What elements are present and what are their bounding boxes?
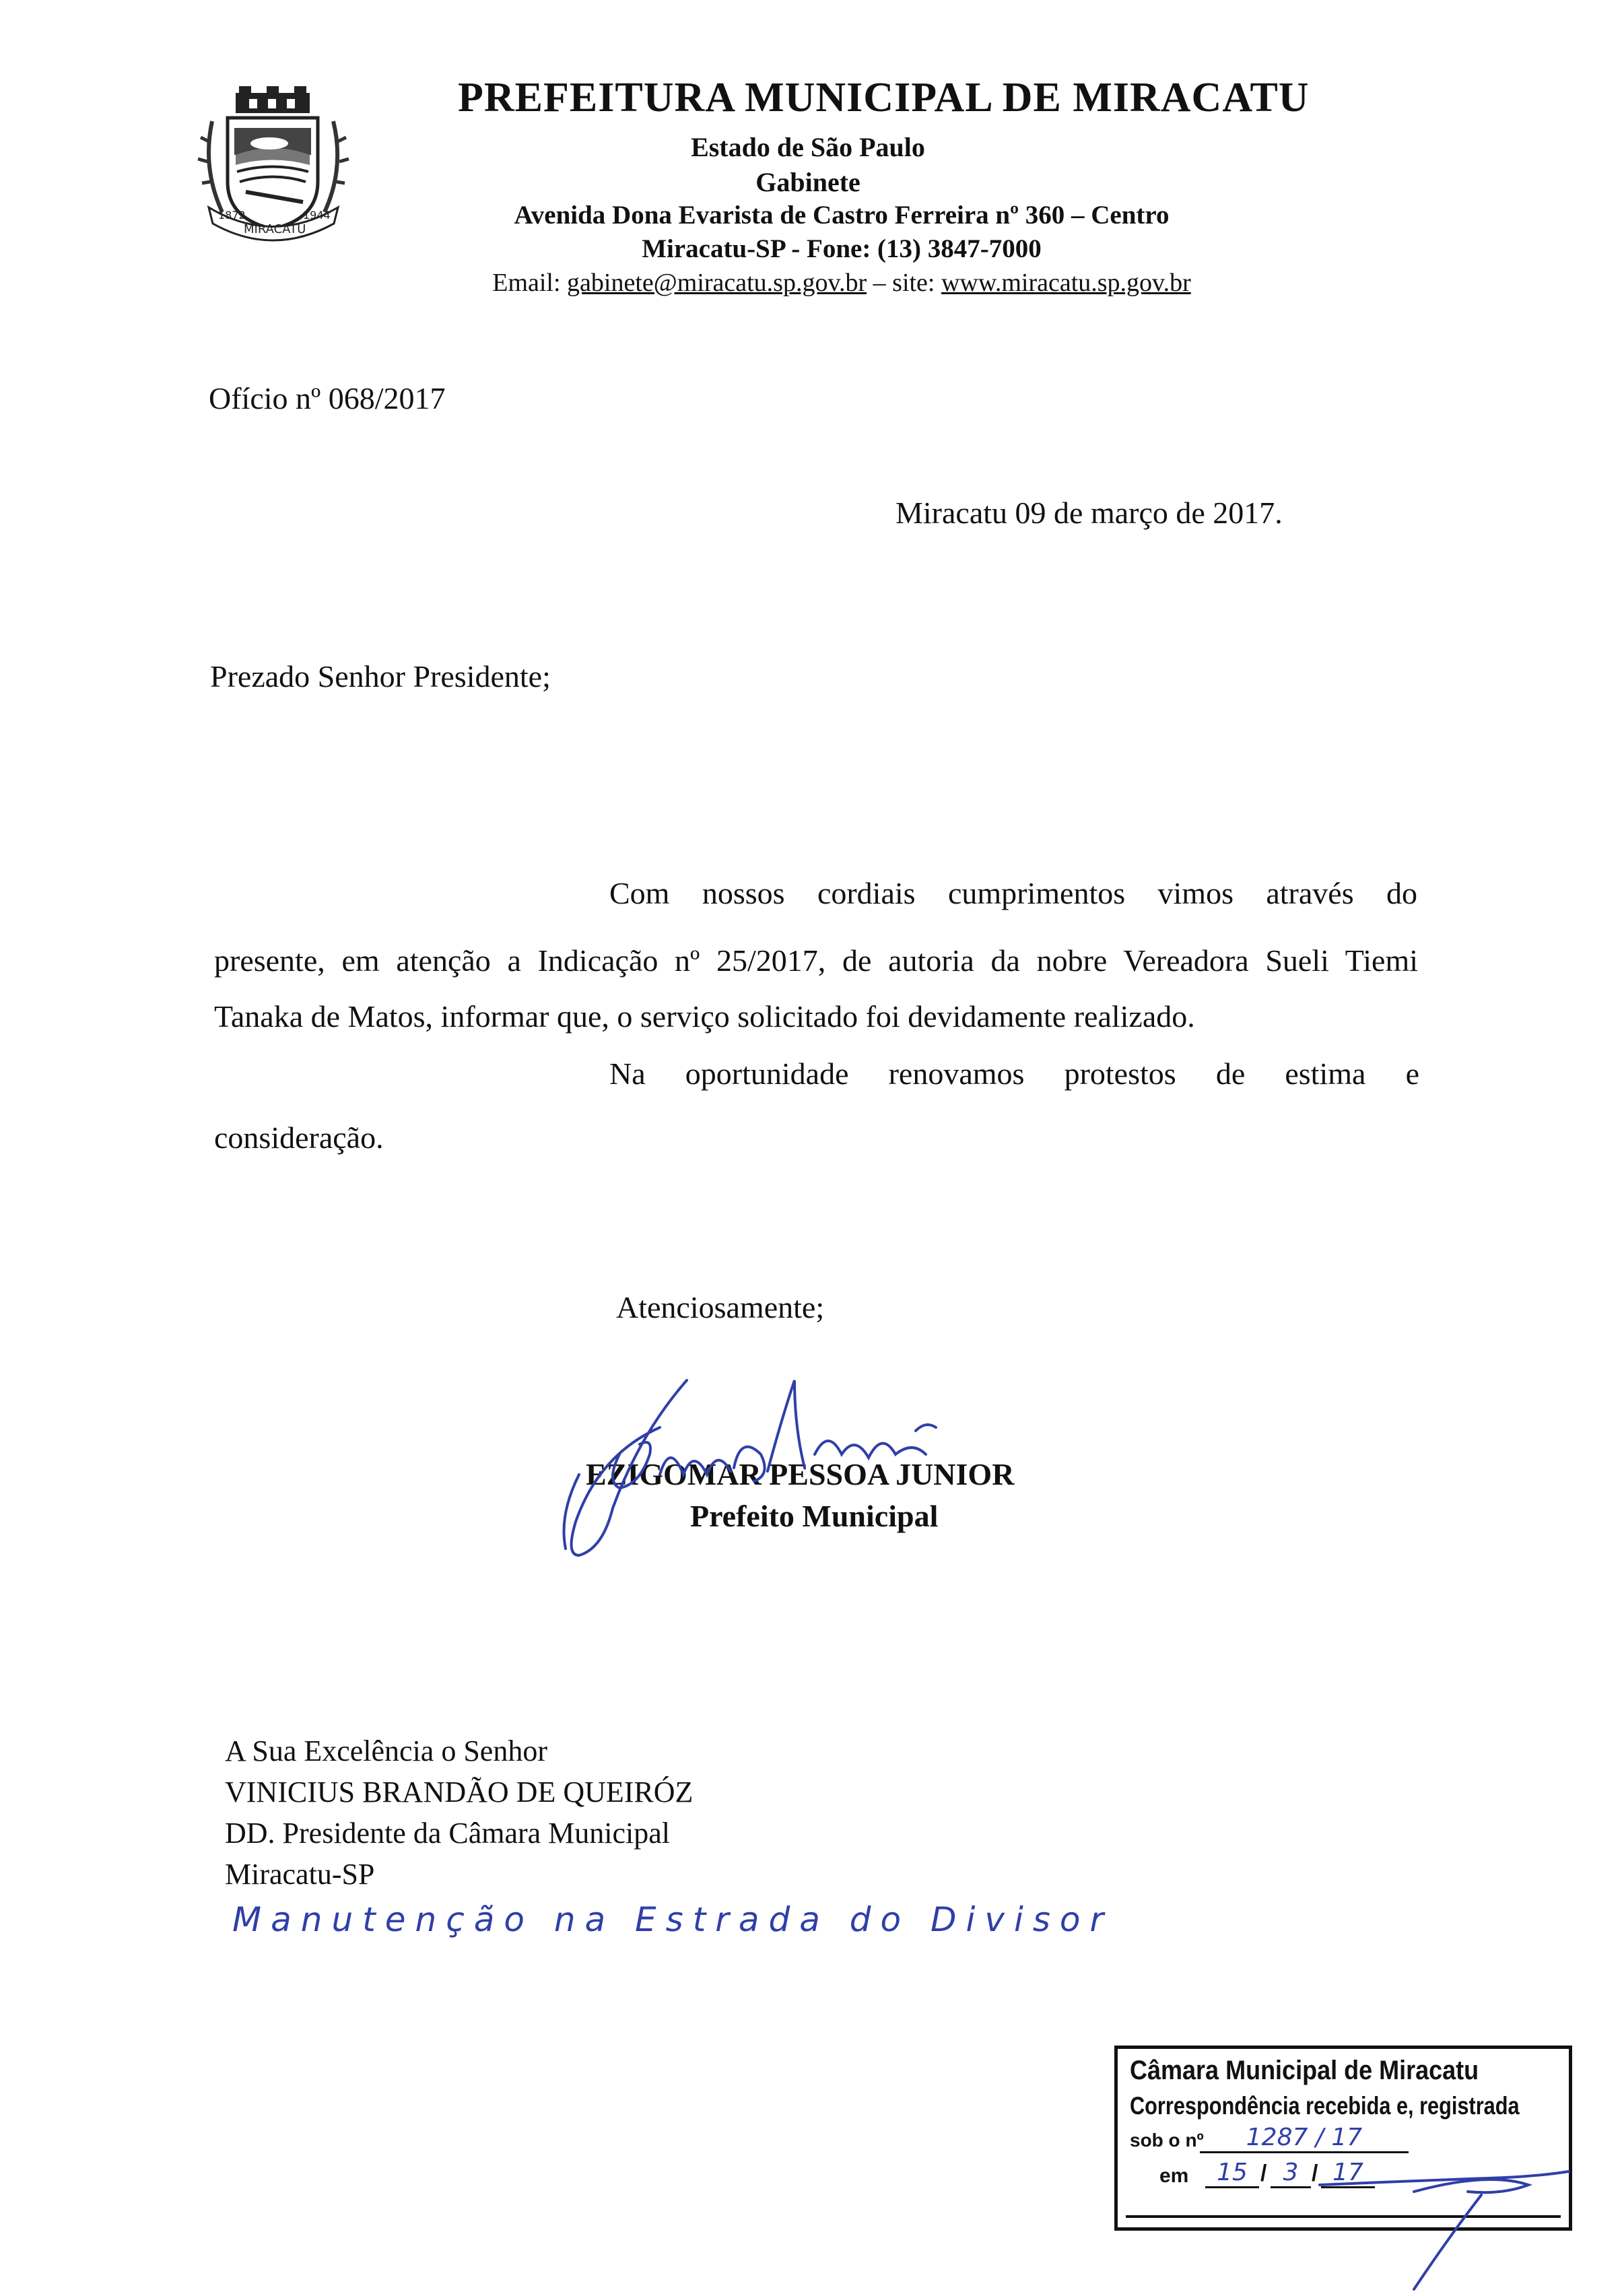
stamp-date-label: em xyxy=(1159,2165,1189,2187)
header-address: Avenida Dona Evarista de Castro Ferreira nº 360 – Centro xyxy=(514,201,1170,230)
letter-reference: Ofício nº 068/2017 xyxy=(209,381,446,415)
recipient-city: Miracatu-SP xyxy=(225,1858,375,1891)
site-label: – site: xyxy=(873,269,935,297)
stamp-initials-scribble xyxy=(1313,2165,1596,2296)
handwritten-signature xyxy=(539,1353,1023,1569)
email-link[interactable]: gabinete@miracatu.sp.gov.br xyxy=(567,269,867,297)
crest-year-left: 1872 xyxy=(218,209,246,222)
stamp-title: Câmara Municipal de Miracatu xyxy=(1130,2056,1479,2085)
paragraph-line: Na oportunidade renovamos protestos de estima e xyxy=(609,1056,1419,1091)
municipal-crest-logo xyxy=(195,81,364,249)
recipient-line: A Sua Excelência o Senhor xyxy=(225,1734,547,1767)
paragraph-line: consideração. xyxy=(214,1120,384,1155)
letter-greeting: Prezado Senhor Presidente; xyxy=(210,659,551,694)
header-contact-line xyxy=(337,268,1347,298)
site-link[interactable]: www.miracatu.sp.gov.br xyxy=(941,269,1191,297)
signatory-title: Prefeito Municipal xyxy=(690,1499,939,1533)
stamp-number-value: 1287 / 17 xyxy=(1200,2124,1409,2153)
stamp-date-separator: / xyxy=(1260,2161,1267,2186)
stamp-date-separator: / xyxy=(1312,2161,1318,2186)
header-office: Gabinete xyxy=(755,167,860,197)
signatory-name: EZIGOMAR PESSOA JUNIOR xyxy=(586,1457,1015,1491)
crest-ribbon-text: MIRACATU xyxy=(244,222,306,236)
header-state: Estado de São Paulo xyxy=(691,132,925,162)
handwritten-note: Manutenção na Estrada do Divisor xyxy=(232,1900,1114,1939)
recipient-title: DD. Presidente da Câmara Municipal xyxy=(225,1817,671,1850)
paragraph-line: Com nossos cordiais cumprimentos vimos através do xyxy=(609,876,1417,910)
paragraph-line: presente, em atenção a Indicação nº 25/2017, de autoria da nobre Vereadora Sueli Tiemi xyxy=(214,943,1418,978)
email-label: Email: xyxy=(492,269,561,297)
stamp-subtitle: Correspondência recebida e, registrada xyxy=(1130,2092,1520,2120)
header-city-phone: Miracatu-SP - Fone: (13) 3847-7000 xyxy=(642,234,1042,263)
paragraph-line: Tanaka de Matos, informar que, o serviço solicitado foi devidamente realizado. xyxy=(214,999,1195,1034)
stamp-date-day: 15 xyxy=(1205,2159,1259,2188)
letter-date: Miracatu 09 de março de 2017. xyxy=(896,496,1283,530)
stamp-date-year: 17 xyxy=(1321,2159,1375,2188)
stamp-number-label: sob o nº xyxy=(1130,2130,1204,2151)
letter-closing: Atenciosamente; xyxy=(616,1290,825,1324)
stamp-date-month: 3 xyxy=(1271,2159,1311,2188)
recipient-name: VINICIUS BRANDÃO DE QUEIRÓZ xyxy=(225,1776,694,1809)
header-title: PREFEITURA MUNICIPAL DE MIRACATU xyxy=(458,75,1310,121)
crest-year-right: 1944 xyxy=(303,209,331,222)
